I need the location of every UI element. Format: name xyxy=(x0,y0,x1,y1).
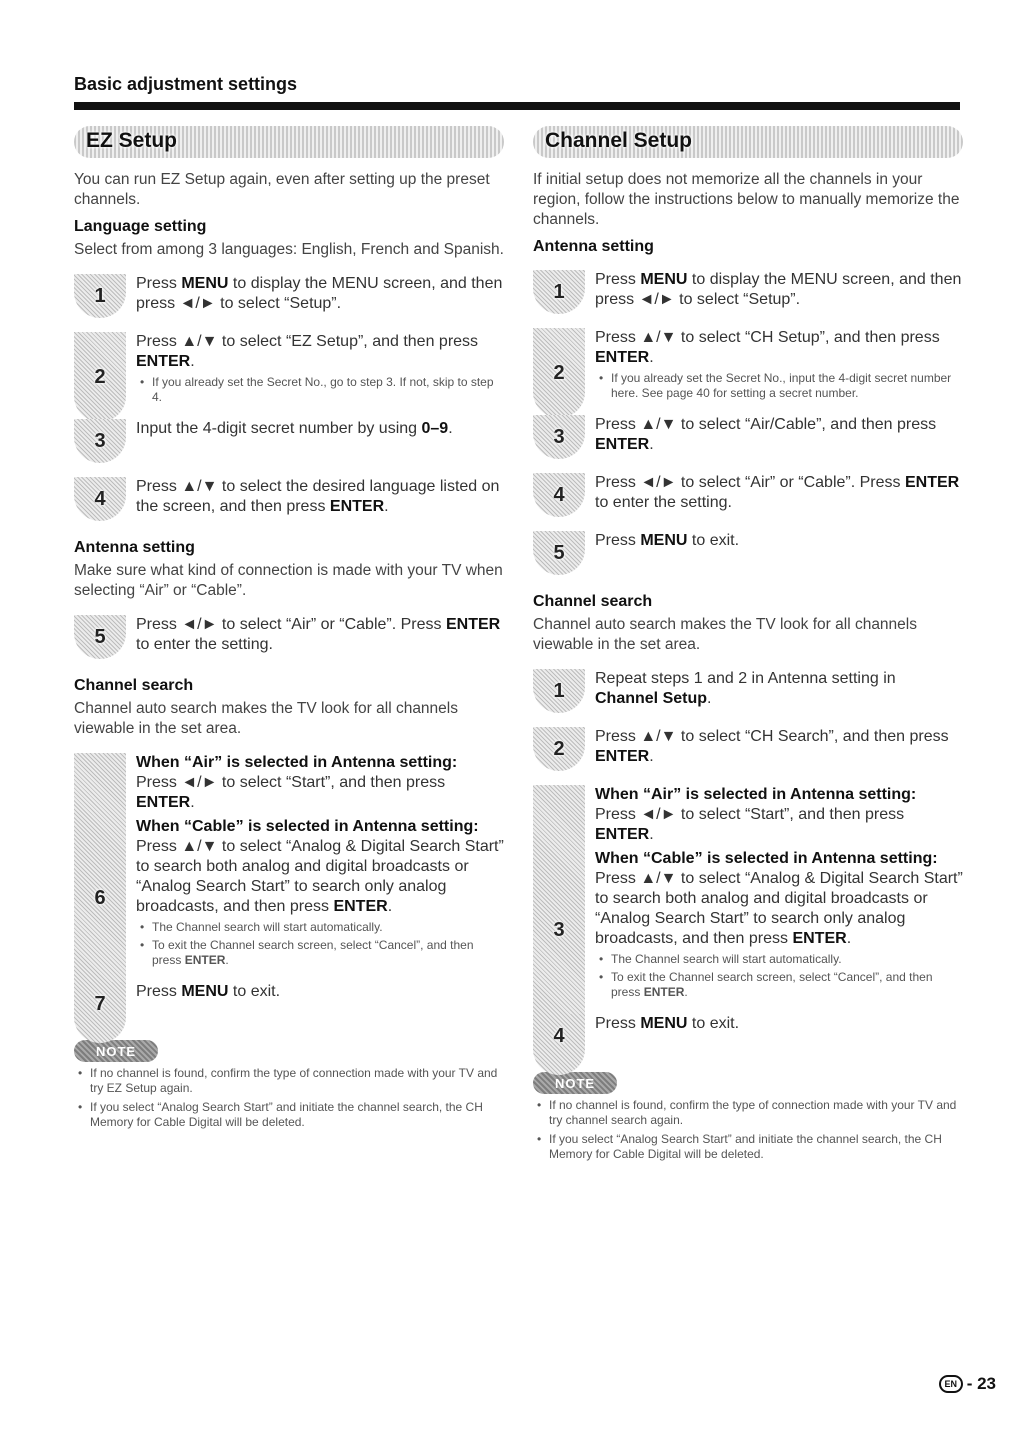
antenna-setting-heading: Antenna setting xyxy=(533,238,654,255)
ch-step-1: 1 Repeat steps 1 and 2 in Antenna setting in Channel Setup. xyxy=(533,669,963,713)
step-number-badge: 2 xyxy=(533,727,585,771)
note-badge: NOTE xyxy=(74,1040,158,1062)
channel-setup-column xyxy=(533,126,963,1162)
intro-text: You can run EZ Setup again, even after setting up the preset channels. xyxy=(74,171,490,208)
step-number-badge: 1 xyxy=(533,669,585,713)
ez-setup-column xyxy=(74,126,504,1130)
step-number-badge: 1 xyxy=(533,270,585,314)
ch-step-2: 2 Press ▲/▼ to select “CH Search”, and then press ENTER. xyxy=(533,727,963,771)
step-bullet: • If you already set the Secret No., go to step 3. If not, skip to step 4. xyxy=(136,375,504,405)
note-item: • If no channel is found, confirm the type of connection made with your TV and try EZ Setup again. xyxy=(74,1066,504,1096)
step-7: 7 Press MENU to exit. xyxy=(74,982,504,1026)
channel-search-intro: Channel auto search makes the TV look for all channels viewable in the set area. xyxy=(533,616,917,653)
note-item: • If you select “Analog Search Start” and initiate the channel search, the CH Memory for Cable Digital will be deleted. xyxy=(533,1132,963,1162)
antenna-intro: Make sure what kind of connection is made with your TV when selecting “Air” or “Cable”. xyxy=(74,562,503,599)
step-number-badge: 3 xyxy=(74,419,126,463)
step-4: 4 Press ▲/▼ to select the desired language listed on the screen, and then press ENTER. xyxy=(74,477,504,521)
ch-step-3: 3 When “Air” is selected in Antenna setting: Press ◄/► to select “Start”, and then press ENTER. When “Cable” is selected in Antenna setting: Press ▲/▼ to select “Analog & Digital Search Start” to search both analog and digital broadcasts or “Analog Search Start” to search only analog broadcasts, and then press ENTER. • The Channel search will start automatically. • To exit the Channel search screen, select “Cancel”, and then press ENTER. xyxy=(533,785,963,1000)
channel-search-heading: Channel search xyxy=(533,593,653,610)
step-number-badge: 4 xyxy=(74,477,126,521)
step-number-badge: 5 xyxy=(74,615,126,659)
channel-search-intro: Channel auto search makes the TV look for all channels viewable in the set area. xyxy=(74,700,458,737)
step-5: 5 Press ◄/► to select “Air” or “Cable”. Press ENTER to enter the setting. xyxy=(74,615,504,659)
step-number-badge: 3 xyxy=(533,415,585,459)
step-3: 3 Press ▲/▼ to select “Air/Cable”, and then press ENTER. xyxy=(533,415,963,459)
step-1: 1 Press MENU to display the MENU screen, and then press ◄/► to select “Setup”. xyxy=(533,270,963,314)
page-title: Basic adjustment settings xyxy=(74,74,298,94)
antenna-setting-heading: Antenna setting xyxy=(74,539,195,556)
step-4: 4 Press ◄/► to select “Air” or “Cable”. Press ENTER to enter the setting. xyxy=(533,473,963,517)
header-rule xyxy=(74,102,960,110)
step-number-badge: 1 xyxy=(74,274,126,318)
language-intro: Select from among 3 languages: English, French and Spanish. xyxy=(74,241,504,258)
step-number-badge: 4 xyxy=(533,1014,585,1058)
step-2: 2 Press ▲/▼ to select “CH Setup”, and then press ENTER. • If you already set the Secret No., input the 4-digit secret number here. See page 40 for setting a secret number. xyxy=(533,328,963,401)
en-language-icon: EN xyxy=(939,1375,963,1393)
section-title: Channel Setup xyxy=(545,129,693,152)
note-item: • If no channel is found, confirm the type of connection made with your TV and try channel search again. xyxy=(533,1098,963,1128)
section-title: EZ Setup xyxy=(86,129,178,152)
channel-setup-banner xyxy=(533,126,963,158)
step-3: 3 Input the 4-digit secret number by using 0–9. xyxy=(74,419,504,463)
step-number-badge: 7 xyxy=(74,982,126,1026)
step-number-badge: 5 xyxy=(533,531,585,575)
note-badge: NOTE xyxy=(533,1072,617,1094)
note-item: • If you select “Analog Search Start” and initiate the channel search, the CH Memory for Cable Digital will be deleted. xyxy=(74,1100,504,1130)
step-5: 5 Press MENU to exit. xyxy=(533,531,963,575)
step-bullet: • If you already set the Secret No., input the 4-digit secret number here. See page 40 for setting a secret number. xyxy=(595,371,963,401)
step-number-badge: 3 xyxy=(533,785,585,1075)
step-number-badge: 2 xyxy=(74,332,126,422)
step-number-badge: 2 xyxy=(533,328,585,418)
ez-setup-banner xyxy=(74,126,504,158)
page-number: EN - 23 xyxy=(939,1374,996,1394)
language-setting-heading: Language setting xyxy=(74,218,207,235)
step-number-badge: 6 xyxy=(74,753,126,1043)
step-number-badge: 4 xyxy=(533,473,585,517)
step-2: 2 Press ▲/▼ to select “EZ Setup”, and then press ENTER. • If you already set the Secret No., go to step 3. If not, skip to step 4. xyxy=(74,332,504,405)
step-1: 1 Press MENU to display the MENU screen, and then press ◄/► to select “Setup”. xyxy=(74,274,504,318)
channel-search-heading: Channel search xyxy=(74,677,194,694)
intro-text: If initial setup does not memorize all the channels in your region, follow the instructions below to manually memorize the channels. xyxy=(533,171,960,228)
ch-step-4: 4 Press MENU to exit. xyxy=(533,1014,963,1058)
step-6: 6 When “Air” is selected in Antenna setting: Press ◄/► to select “Start”, and then press ENTER. When “Cable” is selected in Antenna setting: Press ▲/▼ to select “Analog & Digital Search Start” to search both analog and digital broadcasts or “Analog Search Start” to search only analog broadcasts, and then press ENTER. • The Channel search will start automatically. • To exit the Channel search screen, select “Cancel”, and then press ENTER. xyxy=(74,753,504,968)
